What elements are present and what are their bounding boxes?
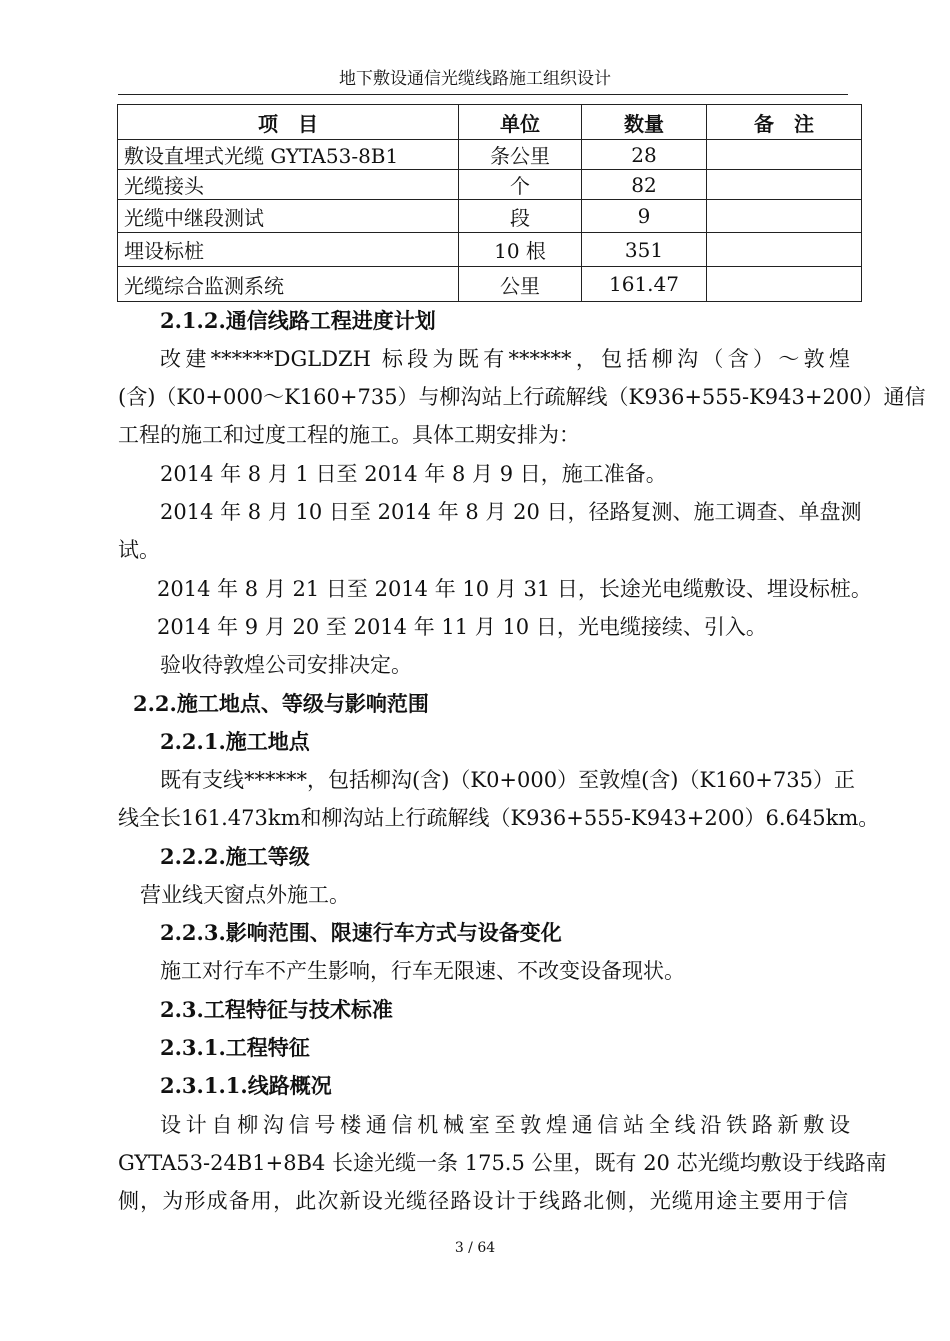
- cell-unit: 10 根: [459, 233, 582, 267]
- table-header-row: [118, 105, 862, 140]
- table-row: [118, 140, 862, 170]
- heading-2-1-2: 2.1.2.通信线路工程进度计划: [160, 308, 436, 333]
- paragraph-line: 改建******DGLDZH 标段为既有******，包括柳沟（含）～敦煌: [160, 347, 850, 371]
- col-header-note: 备 注: [707, 105, 862, 140]
- cell-item: 光缆中继段测试: [118, 200, 459, 233]
- cell-unit: 段: [459, 200, 582, 233]
- paragraph-line: 试。: [118, 538, 160, 562]
- cell-qty: 351: [582, 233, 707, 267]
- cell-item: 光缆接头: [118, 170, 459, 200]
- schedule-item: 验收待敦煌公司安排决定。: [160, 653, 412, 677]
- cell-qty: 28: [582, 140, 707, 170]
- cell-unit: 个: [459, 170, 582, 200]
- cell-qty: 161.47: [582, 267, 707, 302]
- schedule-item: 2014 年 8 月 1 日至 2014 年 8 月 9 日，施工准备。: [160, 462, 667, 486]
- heading-2-3-1: 2.3.1.工程特征: [160, 1035, 310, 1060]
- paragraph-line: 线全长161.473km和柳沟站上行疏解线（K936+555-K943+200）6.645km。: [118, 806, 880, 830]
- cell-unit: 公里: [459, 267, 582, 302]
- table-row: [118, 170, 862, 200]
- paragraph-line: 营业线天窗点外施工。: [140, 883, 350, 907]
- paragraph-line: 设计自柳沟信号楼通信机械室至敦煌通信站全线沿铁路新敷设: [160, 1113, 850, 1137]
- header-rule: [118, 94, 848, 95]
- heading-2-3-1-1: 2.3.1.1.线路概况: [160, 1073, 332, 1098]
- table-row: [118, 200, 862, 233]
- cell-note: [707, 233, 862, 267]
- quantity-table: [117, 104, 862, 302]
- cell-qty: 82: [582, 170, 707, 200]
- heading-2-2: 2.2.施工地点、等级与影响范围: [133, 691, 429, 716]
- col-header-unit: 单位: [459, 105, 582, 140]
- col-header-item: 项 目: [118, 105, 459, 140]
- paragraph-line: 既有支线******，包括柳沟(含)（K0+000）至敦煌(含)（K160+735）正: [160, 768, 855, 792]
- cell-item: 光缆综合监测系统: [118, 267, 459, 302]
- cell-qty: 9: [582, 200, 707, 233]
- cell-item: 敷设直埋式光缆 GYTA53-8B1: [118, 140, 459, 170]
- cell-note: [707, 267, 862, 302]
- running-header: 地下敷设通信光缆线路施工组织设计: [339, 69, 611, 89]
- paragraph-line: (含)（K0+000～K160+735）与柳沟站上行疏解线（K936+555-K943+200）通信: [118, 385, 926, 409]
- schedule-item: 2014 年 8 月 10 日至 2014 年 8 月 20 日，径路复测、施工调查、单盘测: [160, 500, 862, 524]
- table-row: [118, 233, 862, 267]
- cell-note: [707, 140, 862, 170]
- cell-note: [707, 170, 862, 200]
- cell-note: [707, 200, 862, 233]
- cell-item: 埋设标桩: [118, 233, 459, 267]
- heading-2-2-1: 2.2.1.施工地点: [160, 729, 310, 754]
- table-row: [118, 267, 862, 302]
- paragraph-line: 侧，为形成备用，此次新设光缆径路设计于线路北侧，光缆用途主要用于信: [118, 1189, 848, 1213]
- schedule-item: 2014 年 8 月 21 日至 2014 年 10 月 31 日，长途光电缆敷设、埋设标桩。: [157, 577, 872, 601]
- paragraph-line: 施工对行车不产生影响，行车无限速、不改变设备现状。: [160, 959, 685, 983]
- heading-2-2-2: 2.2.2.施工等级: [160, 844, 310, 869]
- cell-unit: 条公里: [459, 140, 582, 170]
- heading-2-2-3: 2.2.3.影响范围、限速行车方式与设备变化: [160, 920, 562, 945]
- schedule-item: 2014 年 9 月 20 至 2014 年 11 月 10 日，光电缆接续、引入。: [157, 615, 767, 639]
- paragraph-line: 工程的施工和过度工程的施工。具体工期安排为：: [118, 423, 580, 447]
- page-number: 3 / 64: [454, 1240, 496, 1256]
- col-header-qty: 数量: [582, 105, 707, 140]
- heading-2-3: 2.3.工程特征与技术标准: [160, 997, 393, 1022]
- paragraph-line: GYTA53-24B1+8B4 长途光缆一条 175.5 公里，既有 20 芯光缆均敷设于线路南: [118, 1151, 887, 1175]
